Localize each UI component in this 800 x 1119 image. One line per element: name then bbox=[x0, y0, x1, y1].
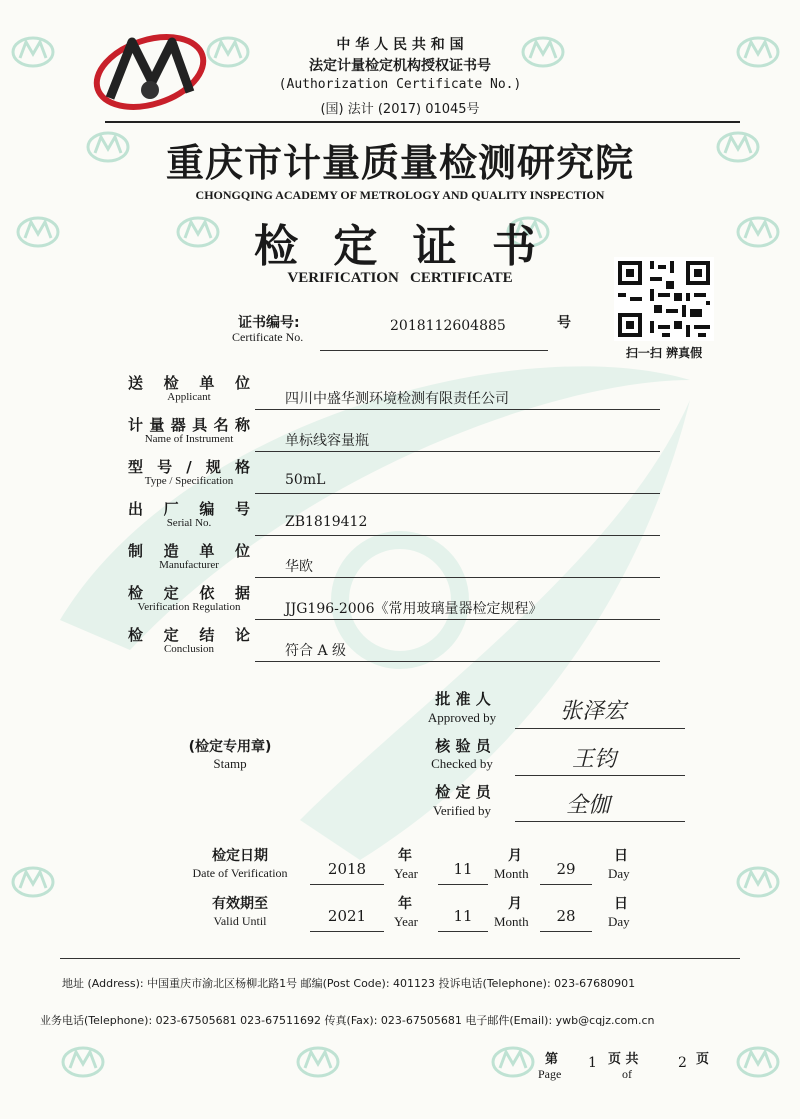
certificate-no-value: 2018112604885 bbox=[390, 318, 506, 334]
date-day-line bbox=[540, 931, 592, 932]
page-label-cn: 第 bbox=[545, 1052, 559, 1067]
signature-handwriting: 张泽宏 bbox=[560, 699, 627, 724]
date-year-line bbox=[310, 884, 384, 885]
signature-label-cn: 核 验 员 bbox=[435, 737, 491, 755]
stamp-label-cn: (检定专用章) bbox=[188, 739, 272, 755]
watermark-logo-icon bbox=[735, 210, 781, 250]
watermark-logo-icon bbox=[15, 210, 61, 250]
watermark-logo-icon bbox=[735, 860, 781, 900]
field-label-cn: 检定结论 bbox=[128, 626, 250, 644]
header-rule bbox=[105, 121, 740, 123]
month-label-en: Month bbox=[494, 866, 529, 881]
qr-code-icon bbox=[614, 256, 714, 342]
watermark-logo-icon bbox=[735, 1040, 781, 1080]
date-month-value: 11 bbox=[453, 860, 473, 878]
page-label-en: Page bbox=[538, 1067, 562, 1081]
field-label-en: Verification Regulation bbox=[137, 601, 241, 613]
signature-label-cn: 检 定 员 bbox=[435, 783, 491, 801]
signature-label-en: Approved by bbox=[427, 710, 497, 725]
field-line bbox=[255, 493, 660, 494]
watermark-logo-icon bbox=[295, 1040, 341, 1080]
field-value: JJG196-2006《常用玻璃量器检定规程》 bbox=[285, 601, 543, 617]
authority-certificate-title-en: (Authorization Certificate No.) bbox=[278, 77, 522, 92]
field-value: 单标线容量瓶 bbox=[285, 433, 369, 449]
date-year-value: 2021 bbox=[327, 907, 367, 925]
date-label-cn: 有效期至 bbox=[212, 896, 268, 912]
field-label-en: Applicant bbox=[167, 391, 211, 403]
certificate-no-line bbox=[320, 350, 548, 351]
watermark-logo-icon bbox=[10, 860, 56, 900]
footer-rule bbox=[60, 958, 740, 959]
authority-certificate-title: 法定计量检定机构授权证书号 bbox=[309, 58, 491, 74]
field-label-en: Manufacturer bbox=[159, 559, 219, 571]
certificate-title-en: VERIFICATION CERTIFICATE bbox=[287, 270, 513, 286]
day-label-cn: 日 bbox=[614, 848, 628, 864]
month-label-cn: 月 bbox=[508, 896, 522, 912]
date-day-value: 28 bbox=[556, 907, 576, 925]
signature-handwriting: 王钧 bbox=[572, 747, 617, 772]
certificate-no-label-cn: 证书编号: bbox=[238, 315, 300, 331]
certificate-no-label-en: Certificate No. bbox=[232, 330, 304, 344]
institute-name-cn: 重庆市计量质量检测研究院 bbox=[165, 141, 634, 185]
date-label-en: Valid Until bbox=[213, 914, 267, 928]
authority-country: 中 华 人 民 共 和 国 bbox=[336, 37, 464, 53]
page-number: 1 bbox=[588, 1055, 597, 1071]
watermark-logo-icon bbox=[735, 30, 781, 70]
metrology-logo-icon bbox=[88, 20, 218, 115]
field-line bbox=[255, 451, 660, 452]
field-label-en: Conclusion bbox=[163, 643, 215, 655]
field-label-cn: 送检单位 bbox=[128, 374, 250, 392]
day-label-en: Day bbox=[608, 866, 630, 881]
field-label-cn: 制造单位 bbox=[128, 542, 250, 560]
page-of-cn: 页 共 bbox=[608, 1052, 639, 1067]
watermark-logo-icon bbox=[10, 30, 56, 70]
field-line bbox=[255, 577, 660, 578]
watermark-logo-icon bbox=[715, 125, 761, 165]
field-line bbox=[255, 661, 660, 662]
institute-name-en: CHONGQING ACADEMY OF METROLOGY AND QUALITY INSPECTION bbox=[195, 188, 605, 202]
field-value: 四川中盛华测环境检测有限责任公司 bbox=[285, 391, 509, 407]
field-line bbox=[255, 619, 660, 620]
field-label-en: Serial No. bbox=[166, 517, 212, 529]
date-label-en: Date of Verification bbox=[192, 866, 288, 880]
signature-label-en: Verified by bbox=[432, 803, 492, 818]
certificate-no-suffix: 号 bbox=[557, 315, 571, 331]
day-label-cn: 日 bbox=[614, 896, 628, 912]
field-label-cn: 出厂编号 bbox=[128, 500, 250, 518]
field-line bbox=[255, 409, 660, 410]
date-year-line bbox=[310, 931, 384, 932]
year-label-en: Year bbox=[394, 914, 418, 929]
page-total: 2 bbox=[678, 1055, 687, 1071]
footer-address: 地址 (Address): 中国重庆市渝北区杨柳北路1号 邮编(Post Code): 401123 投诉电话(Telephone): 023-67680901 bbox=[62, 977, 636, 990]
date-label-cn: 检定日期 bbox=[212, 848, 268, 864]
year-label-en: Year bbox=[394, 866, 418, 881]
stamp-label-en: Stamp bbox=[213, 756, 247, 771]
field-label-en: Name of Instrument bbox=[144, 433, 234, 445]
qr-caption: 扫一扫 辨真假 bbox=[625, 346, 703, 360]
date-month-line bbox=[438, 931, 488, 932]
signature-label-en: Checked by bbox=[431, 756, 493, 771]
month-label-cn: 月 bbox=[508, 848, 522, 864]
authority-certificate-number: (国) 法计 (2017) 01045号 bbox=[320, 102, 480, 117]
certificate-title-cn: 检 定 证 书 bbox=[254, 221, 546, 272]
year-label-cn: 年 bbox=[398, 848, 412, 864]
field-label-cn: 计量器具名称 bbox=[128, 416, 250, 434]
signature-label-cn: 批 准 人 bbox=[435, 690, 491, 708]
page-of-en: of bbox=[622, 1067, 632, 1081]
field-value: 符合 A 级 bbox=[285, 643, 347, 659]
day-label-en: Day bbox=[608, 914, 630, 929]
date-day-value: 29 bbox=[556, 860, 576, 878]
year-label-cn: 年 bbox=[398, 896, 412, 912]
date-month-value: 11 bbox=[453, 907, 473, 925]
watermark-logo-icon bbox=[490, 1040, 536, 1080]
field-value: ZB1819412 bbox=[285, 514, 368, 530]
date-month-line bbox=[438, 884, 488, 885]
field-label-cn: 检定依据 bbox=[128, 584, 250, 602]
date-day-line bbox=[540, 884, 592, 885]
date-year-value: 2018 bbox=[327, 860, 367, 878]
field-label-cn: 型号/规格 bbox=[128, 458, 250, 476]
watermark-logo-icon bbox=[60, 1040, 106, 1080]
page-total-cn: 页 bbox=[696, 1052, 710, 1067]
field-value: 华欧 bbox=[285, 559, 313, 575]
month-label-en: Month bbox=[494, 914, 529, 929]
field-value: 50mL bbox=[285, 472, 326, 488]
field-line bbox=[255, 535, 660, 536]
signature-handwriting: 全伽 bbox=[566, 793, 611, 818]
field-label-en: Type / Specification bbox=[144, 475, 234, 487]
signature-line bbox=[515, 775, 685, 776]
signature-line bbox=[515, 821, 685, 822]
footer-business: 业务电话(Telephone): 023-67505681 023-67511692 传真(Fax): 023-67505681 电子邮件(Email): ywb@cqjz.com.cn bbox=[40, 1014, 655, 1027]
signature-line bbox=[515, 728, 685, 729]
